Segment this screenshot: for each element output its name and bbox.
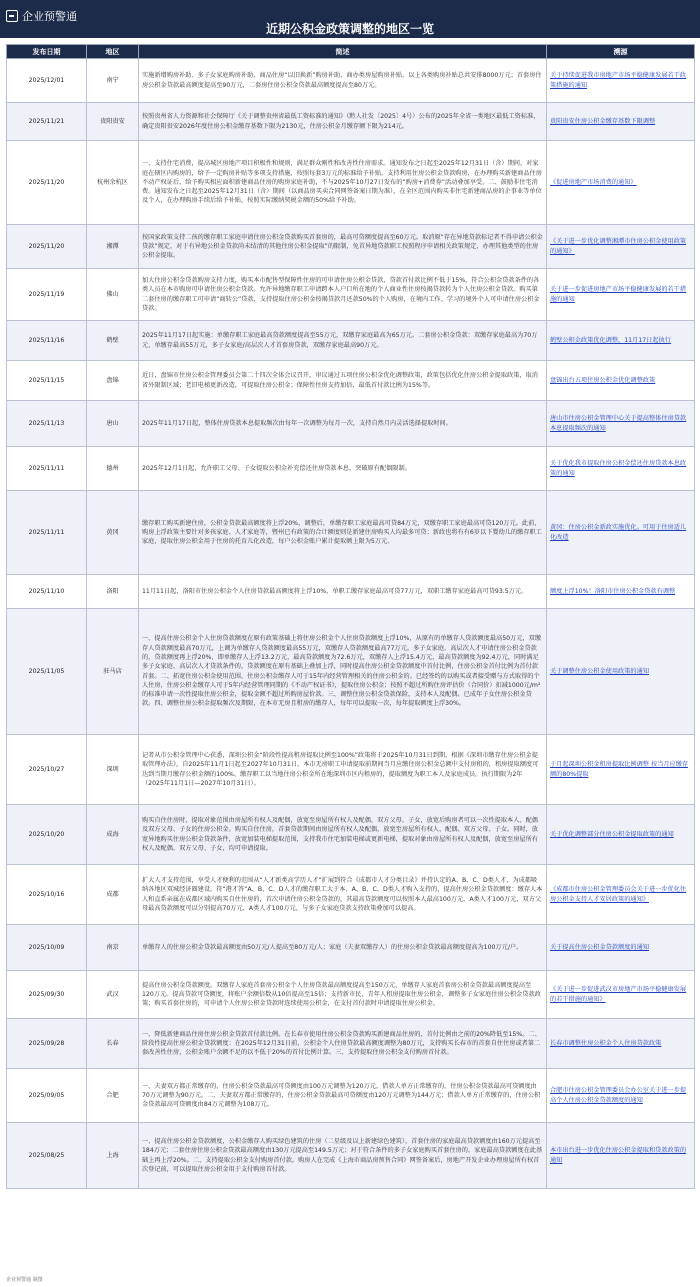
table-row [7, 59, 695, 103]
table-row [7, 1123, 695, 1189]
row-source-link[interactable]: 黄冈：住房公积金新政实施优化。可用于住房适儿化改造 [547, 491, 695, 575]
row-source-link[interactable]: 长春市调整住房公积金个人住房贷款政策 [547, 1019, 695, 1069]
row-date: 2025/11/11 [7, 447, 87, 491]
table-row [7, 971, 695, 1019]
row-date: 2025/09/28 [7, 1019, 87, 1069]
row-date: 2025/11/16 [7, 321, 87, 361]
table-row [7, 141, 695, 225]
row-source-link[interactable]: 于月起深圳公积金租房提取比例调整 按当月应缴存额的80%提取 [547, 735, 695, 805]
table-body [7, 59, 695, 1189]
row-summary: 一、提高住房公积金贷款额度，公积金缴存人购买绿色建筑的住房（二星级及以上新建绿色建筑），首套住房的家庭最高贷款额度由160万元提高至184万元；二套住房住房公积金贷款最高额度由130万元提高至149.5万元；对于符合条件的多子女家庭购买首套住房的，家庭最高贷款额度在此基础上再上浮20%。二、支持提取公积金支付购房首付款。购房人在完成《上海市商品房预售合同》网签备案后，房地产开发企业办理房屋所有权首次登记前，可以提取住房公积金用于支付购房首付款。 [139, 1123, 547, 1189]
row-source-link[interactable]: 关于提高住房公积金贷款额度的通知 [547, 925, 695, 971]
row-source-link[interactable]: 关于优化调整部分住房公积金提取政策的通知 [547, 805, 695, 865]
row-summary: 2025年11月17日起，整体住房贷款本息提取频次由每年一次调整为每月一次，支持自然月内灵活选择提取时间。 [139, 401, 547, 447]
page-title: 近期公积金政策调整的地区一览 [265, 22, 434, 36]
row-region: 武汉 [87, 971, 139, 1019]
table-header-row [7, 45, 695, 59]
row-source-link[interactable]: 唐山市住房公积金管理中心关于提高整体住房贷款本息提取频次的通知 [547, 401, 695, 447]
row-region: 贵阳贵安 [87, 103, 139, 141]
table-row [7, 269, 695, 321]
row-summary: 加大住房公积金贷款购房支持力度，购买本市配售型保障性住房的可申请住房公积金贷款，贷款首付款比例不低于15%，符合公积金贷款条件的各类人员在本市购房可申请住房公积金贷款。允许异地缴存职工申请跨本人户口所在地的个人商业性住房按揭贷款转为个人住房公积金贷款。购买第二套住房的缴存职工可申请“商转公”贷款，支持提取住房公积金按揭贷款月还款50%的个人购房，在境内工作、学习的境外个人可申请住房公积金贷款。 [139, 269, 547, 321]
row-region: 湘潭 [87, 225, 139, 269]
row-region: 黄冈 [87, 491, 139, 575]
row-summary: 提高住房公积金贷款额度。双缴存人家庭首套房公积金个人住房贷款最高额度提高至150万元，单缴存人家庭首套房公积金贷款最高额度提高至120万元。提高贷款可贷额度，将账户余额倍数从10倍提高至15倍；支持新市民、青年人租房提取住房公积金，调整多子女家庭住房公积金贷款政策；购买首套住房的，可申请个人住房公积金贷款时连续使用公积金，在支付首付款时申请提取住房公积金。 [139, 971, 547, 1019]
brand-name: 企业预警通 [22, 10, 77, 23]
table-row [7, 1019, 695, 1069]
row-source-link[interactable]: 合肥市住房公积金管理委员会办公室关于进一步提高个人住房公积金贷款额度的通知 [547, 1069, 695, 1123]
table-row [7, 491, 695, 575]
row-date: 2025/10/09 [7, 925, 87, 971]
row-region: 德州 [87, 447, 139, 491]
row-summary: 2025年11月17日起实施：单缴存职工家庭最高贷款额度提高至55万元，双缴存家庭最高为65万元。二套房公积金贷款：双缴存家庭最高为70万元，单缴存最高55万元，多子女家庭/高层次人才首套房贷款，双缴存家庭最高90万元。 [139, 321, 547, 361]
table-row [7, 321, 695, 361]
row-summary: 11月11日起，洛阳市住房公积金个人住房贷款最高额度将上浮10%，单职工缴存家庭最高可贷77万元，双职工缴存家庭最高可贷93.5万元。 [139, 575, 547, 609]
row-source-link[interactable]: 《促进房地产市场消费的通知》 [547, 141, 695, 225]
table-row [7, 401, 695, 447]
row-date: 2025/11/20 [7, 141, 87, 225]
row-date: 2025/10/16 [7, 865, 87, 925]
row-source-link[interactable]: 贵阳贵安住房公积金缴存基数下限调整 [547, 103, 695, 141]
row-date: 2025/11/11 [7, 491, 87, 575]
top-banner [0, 0, 700, 38]
row-source-link[interactable]: 关于持续促进我市房地产市场平稳健康发展若干政策措施的通知 [547, 59, 695, 103]
table-row [7, 925, 695, 971]
row-region: 南京 [87, 925, 139, 971]
row-region: 深圳 [87, 735, 139, 805]
policy-table [6, 44, 695, 1189]
row-region: 成海 [87, 805, 139, 865]
row-source-link[interactable]: 关于优化我市提取住房公积金偿还住房贷款本息政策的通知 [547, 447, 695, 491]
row-date: 2025/09/05 [7, 1069, 87, 1123]
row-source-link[interactable]: 《关于进一步促进武汉市房地产市场平稳健康发展的若干措施的通知》 [547, 971, 695, 1019]
row-source-link[interactable]: 额度上浮10%！洛阳市住房公积金贷款有调整 [547, 575, 695, 609]
row-source-link[interactable]: 关于调整住房公积金使用政策的通知 [547, 609, 695, 735]
row-source-link[interactable]: 关于进一步促进房地产市场平稳健康发展的若干措施的通知 [547, 269, 695, 321]
row-summary: 缴存职工购买新建住房，公积金贷款最高额度将上浮20%，调整后，单缴存职工家庭最高可贷84万元，双缴存职工家庭最高可贷120万元。此前，购房上浮政策主要针对多孩家庭、人才家庭等，暨州已有政策的合计额度则是新建住房购买人均最多可贷；新政也将有有6岁以下婴幼儿的缴存职工家庭，提取住房公积金用于住房的托育儿化改造，每户公积金账户累计提取额上限为5万元。 [139, 491, 547, 575]
row-region: 杭州余杭区 [87, 141, 139, 225]
row-date: 2025/11/10 [7, 575, 87, 609]
row-date: 2025/10/27 [7, 735, 87, 805]
row-source-link[interactable]: 《关于进一步优化调整湘潭市住房公积金使用政策的通知》 [547, 225, 695, 269]
row-summary: 单缴存人的住房公积金贷款最高额度由50万元/人提高至80万元/人；家庭（夫妻双缴存人）的住房公积金贷款最高额度提高为100万元/户。 [139, 925, 547, 971]
table-row [7, 225, 695, 269]
row-summary: 一、夫妻双方都正常缴存的，住房公积金贷款最高可贷额度由100万元调整为120万元，借款人单方正常缴存的，住房公积金贷款最高可贷额度由70万元调整为90万元。二、夫妻双方都正常缴存的，住房公积金贷款最高可贷额度由120万元调整为144万元；借款人单方正常缴存的，住房公积金贷款最高可贷额度由84万元调整为108万元。 [139, 1069, 547, 1123]
row-region: 合肥 [87, 1069, 139, 1123]
row-date: 2025/11/05 [7, 609, 87, 735]
row-region: 盘锦 [87, 361, 139, 401]
row-summary: 按国家政策支持二孩的缴存职工家庭申请住房公积金贷款购买首套房的，最高可贷额度提高至60万元。取消原“存在异地贷款标记者不得申请公积金贷款”规定，对于有异地公积金贷款尚未结清的其他住房公积金提取”的限制，免首异地贷款职工按照程序申请相关政策规定，办理其他类型的住房公积金提取。 [139, 225, 547, 269]
row-region: 驻马店 [87, 609, 139, 735]
row-region: 南宁 [87, 59, 139, 103]
row-region: 鹤壁 [87, 321, 139, 361]
row-source-link[interactable]: 鹤壁公积金政策优化调整，11月17日起执行 [547, 321, 695, 361]
row-summary: 一、降低新建商品住房住房公积金贷款首付款比例。在长春市使用住房公积金贷款购买新建商品住房的，首付比例由之前的20%降低至15%。二、阶段性提高住房公积金贷款额度：在2025年12月31日前，公积金个人住房贷款最高额度调整为80万元，支持购买长春市的首套自住住房或者第二套改善性住房，公积金账户余额不足的以不低于20%的首付比例计算。三、支持提取住房公积金支付购房首付款。 [139, 1019, 547, 1069]
row-date: 2025/11/20 [7, 225, 87, 269]
footer-credit: 企业预警通 制图 [6, 1277, 43, 1283]
table-row [7, 575, 695, 609]
row-date: 2025/11/21 [7, 103, 87, 141]
row-summary: 一、支持住宅消费，提高城区房地产项目积极性和规则，满足群众刚性和改善性住房需求。通知发布之日起至2025年12月31日（含）期间，对家庭在辖区内购房的，给予一定购房补贴等多项支持措施，按照每套3万元的标准给予补贴，支持利用住房公积金贷款购房，在办理购买新建商品住房不动产权证后，给予购买相应面积新建商品住房的购房家庭补助，不与2025年10月27日发布的“购房+消费券”活动叠加享受。二、鼓励非住宅消费。通知发布之日起至2025年12月31日（含）期间（以商品房买卖合同网签备案日期为准），在全区范围内购买非住宅新建商品房的企事业等单位及个人，在办理购房手续后给予补贴，按照实际缴纳契税金额的50%给予补助。 [139, 141, 547, 225]
col-header-date: 发布日期 [7, 45, 87, 59]
col-header-source: 溯源 [547, 45, 695, 59]
table-row [7, 805, 695, 865]
row-source-link[interactable]: 盘锦出台五项住房公积金优化调整政策 [547, 361, 695, 401]
table-row [7, 609, 695, 735]
row-date: 2025/10/20 [7, 805, 87, 865]
col-header-summary: 简述 [139, 45, 547, 59]
row-summary: 购买自住住房时，提取对象范围由房屋所有权人及配偶，放宽至房屋所有权人及配偶、双方父母、子女，放宽后购房者可以一次性提取本人、配偶及双方父母、子女的住房公积金。购买自住住房，首套贷款期间由房屋所有权人及配偶，放宽至房屋所有权人、配偶、双方父母、子女。同时，放宽异地购买住房公积金贷款条件，放宽加装电梯提取范围，支持我市住宅加装电梯或更新电梯，提取对象由房屋所有权人及配偶，放宽至房屋所有权人及配偶、双方父母、子女，均可申请提取。 [139, 805, 547, 865]
row-region: 洛阳 [87, 575, 139, 609]
table-row [7, 1069, 695, 1123]
row-date: 2025/12/01 [7, 59, 87, 103]
row-date: 2025/11/13 [7, 401, 87, 447]
row-region: 成都 [87, 865, 139, 925]
row-summary: 记者从市公积金管理中心获悉，深圳公积金“阶段性提高租房提取比例至100%”政策将于2025年10月31日到期，根据《深圳市缴存住房公积金提取管理办法》，自2025年11月1日起至2027年10月31日，本市无房职工申请提取前期间当月应缴住房公积金总额中支付房租的，租房提取额度可达到当期月缴存公积金额的100%，缴存职工以当地住房公积金所在地深圳市区内租房的，提取额度为职工本人及家庭成员。执行期限为2年（2025年11月1日—2027年10月31日）。 [139, 735, 547, 805]
row-summary: 一、提高住房公积金个人住房贷款额度在原有政策基础上将住房公积金个人住房贷款额度上浮10%，从原有的单缴存人贷款额度最高50万元，双缴存人贷款额度最高70万元，上调为单缴存人贷款额度最高55万元，双缴存人贷款额度最高77万元。多子女家庭、高层次人才申请住房公积金贷款的，贷款额度再上浮20%，即单缴存人上浮13.2万元，最高贷款额度为72.6万元，双缴存人上浮15.4万元，最高贷款额度为92.4万元，同时满足多子女家庭、高层次人才贷款条件的，贷款额度在原有基础上叠加上浮，同时提高住房公积金贷款额度中首付比例，住房公积金首付比例为首付款首套。二、拓宽住房公积金使用范围，住房公积金缴存人可于15年内经营管理相关的住房公积金的。已经签约的以购买或者接受赠与方式取得的个人住房，住房公积金缴存人可于5年内经营管理同期的《不动产权证书》，提取住房公积金；按照不超过所购住房评估价（合同价）扣减1000元/m²的标准申请一次性提取住房公积金，提取金额不超过所购房屋价款。三、调整住房公积金贷款保险，支持本人及配偶、已成年子女住房公积金贷款。四、调整住房公积金提取频次及期限，在本市无房且租房的缴存人，每年可以提取一次，每年提取额度上浮30%。 [139, 609, 547, 735]
table-row [7, 361, 695, 401]
row-date: 2025/11/15 [7, 361, 87, 401]
row-date: 2025/08/25 [7, 1123, 87, 1189]
row-summary: 扩大人才支持范围，享受人才便利的范围从“人才新类高学历人才”扩展到符合《成都市人才分类目录》并持认定的A、B、C、D类人才，为成都吸纳各地区双城经济圈建设。符“港才答”A、B、C、D人才的缴存职工大于本、A、B、C、D类人才购入支持的，提高住房公积金贷款额度：缴存人本人和直系亲属在成都区域内购买自住住房的，首次申请住房公积金贷款的，其最高贷款额度可以按照本人最高100万元、A类人才100万元，双方父母最高贷款额度可以分别提高70万元、A类人才100万元，与多子女家庭贷款支持政策叠加可以提高。 [139, 865, 547, 925]
table-row [7, 865, 695, 925]
table-row [7, 735, 695, 805]
row-date: 2025/09/30 [7, 971, 87, 1019]
row-summary: 实施新增购房补助、多子女家庭购房补助、商品住房“以旧换新”购房补助、商办类房屋购房补贴，以上各类购房补贴总共安排8000万元；首套房住房公积金贷款最高额度提高至90万元，二套房住房公积金贷款最高额度提高至80万元。 [139, 59, 547, 103]
row-region: 佛山 [87, 269, 139, 321]
table-row [7, 447, 695, 491]
table-row [7, 103, 695, 141]
row-source-link[interactable]: 本市出台进一步优化住房公积金提取和贷款政策的通知 [547, 1123, 695, 1189]
row-summary: 2025年12月1日起，允许职工父母、子女提取公积金补充偿还住房贷款本息，突破原有配偶限制。 [139, 447, 547, 491]
row-region: 长春 [87, 1019, 139, 1069]
row-source-link[interactable]: 《成都市住房公积金管理委员会关于进一步优化住房公积金支持人才安居政策的通知》 [547, 865, 695, 925]
row-region: 唐山 [87, 401, 139, 447]
col-header-region: 地区 [87, 45, 139, 59]
row-summary: 按照贵州省人力资源和社会保障厅《关于调整贵州省最低工资标准的通知》（黔人社发〔2025〕4号）公布的2025年全省一类地区最低工资标准，确定贵阳贵安2026年度住房公积金缴存基数下限为2130元，住房公积金月缴存额下限为214元。 [139, 103, 547, 141]
row-summary: 近日，盘锦市住房公积金管理委员会第二十四次全体会议召开，审议通过五项住房公积金优化调整政策，政策包括优化住房公积金提取政策，取消省外限制区域；老旧电梯更新改造，可提取住房公积金；保障性住房支持加倍，最低首付款比例为15%等。 [139, 361, 547, 401]
row-date: 2025/11/19 [7, 269, 87, 321]
row-region: 上海 [87, 1123, 139, 1189]
